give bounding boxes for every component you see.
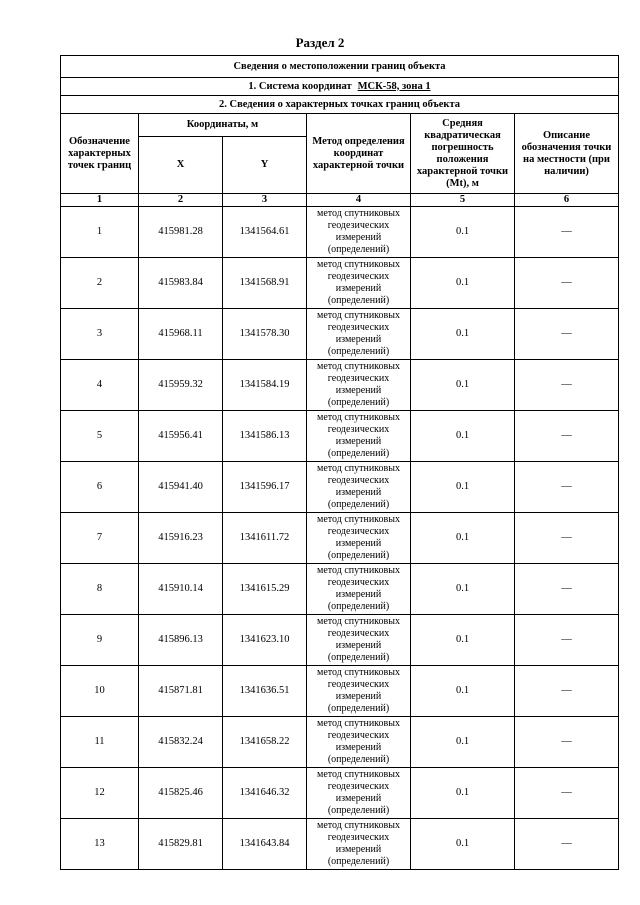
header-error: Средняя квадратическая погрешность положения характерной точки (Mt), м [411, 114, 515, 194]
method-cell: метод спутниковых геодезических измерений (определений) [307, 411, 411, 462]
table-row [61, 564, 619, 615]
error-cell: 0.1 [411, 462, 515, 513]
table-row [61, 360, 619, 411]
point-number: 11 [61, 717, 139, 768]
table-row [61, 513, 619, 564]
column-number: 5 [411, 194, 515, 207]
method-cell: метод спутниковых геодезических измерений (определений) [307, 207, 411, 258]
point-number: 8 [61, 564, 139, 615]
point-number: 12 [61, 768, 139, 819]
method-cell: метод спутниковых геодезических измерений (определений) [307, 819, 411, 870]
header-description: Описание обозначения точки на местности (при наличии) [515, 114, 619, 194]
coordinate-x: 415916.23 [139, 513, 223, 564]
method-cell: метод спутниковых геодезических измерений (определений) [307, 513, 411, 564]
error-cell: 0.1 [411, 717, 515, 768]
coordinate-y: 1341586.13 [223, 411, 307, 462]
coordinate-x: 415941.40 [139, 462, 223, 513]
description-cell: — [515, 360, 619, 411]
coordinate-x: 415956.41 [139, 411, 223, 462]
header-designation: Обозначение характерных точек границ [61, 114, 139, 194]
header-method: Метод определения координат характерной точки [307, 114, 411, 194]
error-cell: 0.1 [411, 564, 515, 615]
table-row [61, 207, 619, 258]
point-number: 9 [61, 615, 139, 666]
coordinate-x: 415825.46 [139, 768, 223, 819]
coordinate-y: 1341658.22 [223, 717, 307, 768]
column-number: 2 [139, 194, 223, 207]
coordinate-x: 415896.13 [139, 615, 223, 666]
point-number: 10 [61, 666, 139, 717]
coordinate-y: 1341596.17 [223, 462, 307, 513]
coordinate-y: 1341636.51 [223, 666, 307, 717]
table-row [61, 411, 619, 462]
section-heading: Раздел 2 [295, 35, 345, 50]
coordinate-system-value: МСК-58, зона 1 [357, 80, 431, 92]
coordinate-y: 1341615.29 [223, 564, 307, 615]
description-cell: — [515, 411, 619, 462]
coordinate-x: 415968.11 [139, 309, 223, 360]
error-cell: 0.1 [411, 768, 515, 819]
error-cell: 0.1 [411, 309, 515, 360]
header-x: X [139, 137, 223, 194]
method-cell: метод спутниковых геодезических измерений (определений) [307, 564, 411, 615]
coordinate-y: 1341584.19 [223, 360, 307, 411]
point-number: 13 [61, 819, 139, 870]
method-cell: метод спутниковых геодезических измерений (определений) [307, 258, 411, 309]
point-number: 1 [61, 207, 139, 258]
column-number: 3 [223, 194, 307, 207]
coordinate-x: 415829.81 [139, 819, 223, 870]
description-cell: — [515, 819, 619, 870]
point-number: 3 [61, 309, 139, 360]
method-cell: метод спутниковых геодезических измерений (определений) [307, 360, 411, 411]
description-cell: — [515, 717, 619, 768]
coordinate-y: 1341564.61 [223, 207, 307, 258]
header-coordinates: Координаты, м [139, 114, 307, 137]
boundary-points-document [60, 55, 618, 870]
error-cell: 0.1 [411, 666, 515, 717]
coordinate-system-row [61, 78, 619, 96]
method-cell: метод спутниковых геодезических измерений (определений) [307, 717, 411, 768]
coordinate-x: 415871.81 [139, 666, 223, 717]
description-cell: — [515, 768, 619, 819]
point-number: 5 [61, 411, 139, 462]
point-number: 2 [61, 258, 139, 309]
table-row [61, 615, 619, 666]
error-cell: 0.1 [411, 411, 515, 462]
points-heading: 2. Сведения о характерных точках границ объекта [61, 96, 619, 114]
error-cell: 0.1 [411, 207, 515, 258]
description-cell: — [515, 666, 619, 717]
method-cell: метод спутниковых геодезических измерений (определений) [307, 768, 411, 819]
boundary-points-table [60, 55, 619, 870]
error-cell: 0.1 [411, 360, 515, 411]
table-row [61, 258, 619, 309]
description-cell: — [515, 513, 619, 564]
coordinate-x: 415983.84 [139, 258, 223, 309]
error-cell: 0.1 [411, 513, 515, 564]
table-row [61, 768, 619, 819]
error-cell: 0.1 [411, 615, 515, 666]
header-y: Y [223, 137, 307, 194]
table-row [61, 462, 619, 513]
column-number: 4 [307, 194, 411, 207]
description-cell: — [515, 207, 619, 258]
coordinate-y: 1341623.10 [223, 615, 307, 666]
point-number: 6 [61, 462, 139, 513]
method-cell: метод спутниковых геодезических измерений (определений) [307, 666, 411, 717]
method-cell: метод спутниковых геодезических измерений (определений) [307, 615, 411, 666]
point-number: 4 [61, 360, 139, 411]
coordinate-x: 415832.24 [139, 717, 223, 768]
error-cell: 0.1 [411, 819, 515, 870]
method-cell: метод спутниковых геодезических измерений (определений) [307, 462, 411, 513]
coordinate-y: 1341578.30 [223, 309, 307, 360]
method-cell: метод спутниковых геодезических измерений (определений) [307, 309, 411, 360]
coordinate-y: 1341646.32 [223, 768, 307, 819]
coordinate-x: 415981.28 [139, 207, 223, 258]
table-row [61, 309, 619, 360]
description-cell: — [515, 258, 619, 309]
coordinate-x: 415959.32 [139, 360, 223, 411]
error-cell: 0.1 [411, 258, 515, 309]
coordinate-y: 1341611.72 [223, 513, 307, 564]
table-row [61, 666, 619, 717]
description-cell: — [515, 462, 619, 513]
column-number: 6 [515, 194, 619, 207]
coordinate-y: 1341643.84 [223, 819, 307, 870]
coordinate-system-label: 1. Система координат [248, 80, 352, 92]
table-row [61, 717, 619, 768]
point-number: 7 [61, 513, 139, 564]
coordinate-x: 415910.14 [139, 564, 223, 615]
coordinate-y: 1341568.91 [223, 258, 307, 309]
description-cell: — [515, 309, 619, 360]
column-number: 1 [61, 194, 139, 207]
document-title: Сведения о местоположении границ объекта [61, 56, 619, 78]
description-cell: — [515, 615, 619, 666]
description-cell: — [515, 564, 619, 615]
table-row [61, 819, 619, 870]
